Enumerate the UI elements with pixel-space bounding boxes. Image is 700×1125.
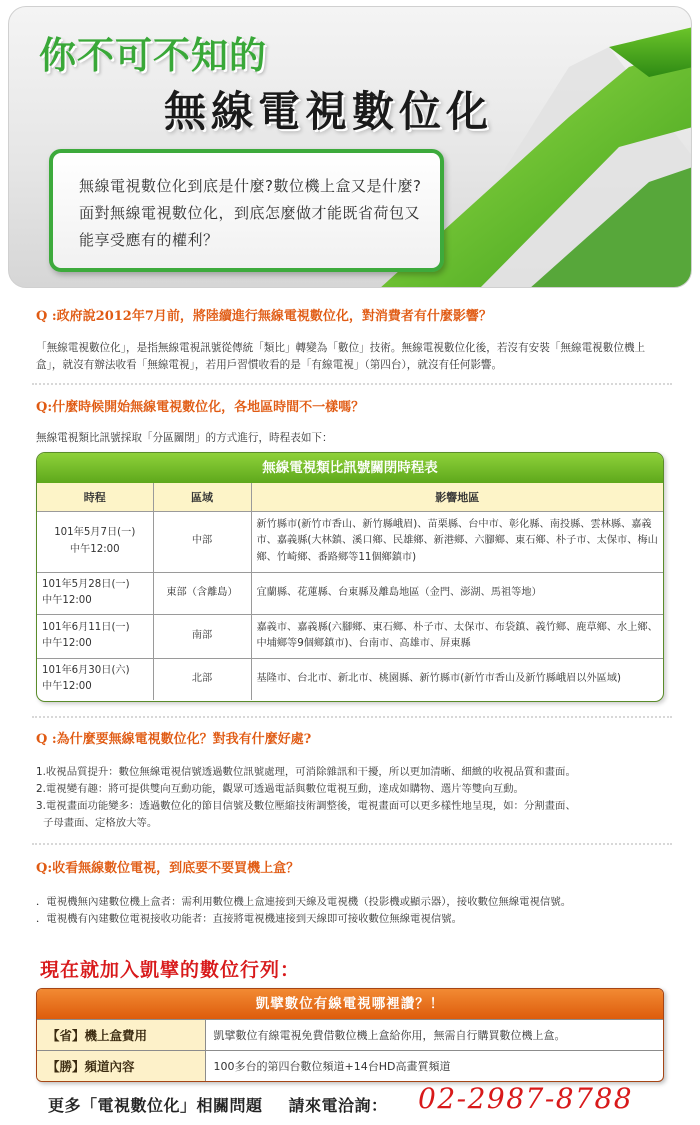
list-item: ．電視機無內建數位機上盒者：需利用數位機上盒連接到天線及電視機（投影機或顯示器），接收數位無線電視信號。 — [36, 896, 572, 908]
column-header-region: 區域 — [153, 483, 251, 511]
schedule-region: 東部（含離島） — [153, 572, 251, 614]
list-item: ．電視機有內建數位電視接收功能者：直接將電視機連接到天線即可接收數位無線電視信號。 — [36, 913, 463, 925]
answer-1: 「無線電視數位化」，是指無線電視訊號從傳統「類比」轉變為「數位」技術。無線電視數位化後，若沒有安裝「無線電視數位機上盒」，就沒有辦法收看「無線電視」，若用戶習慣收看的是「有線電視」（第四台），就沒有任何影響。 — [36, 342, 646, 371]
phone-number-link[interactable]: 02-2987-8788 — [418, 1082, 634, 1115]
schedule-region: 南部 — [153, 614, 251, 658]
column-header-date: 時程 — [37, 483, 153, 511]
schedule-areas: 新竹縣市(新竹市香山、新竹縣峨眉)、苗栗縣、台中市、彰化縣、南投縣、雲林縣、嘉義市、嘉義縣(大林鎮、溪口鄉、民雄鄉、新港鄉、六腳鄉、東石鄉、朴子市、太保市、梅山鄉、竹崎鄉、番路鄉等11個鄉鎮市) — [251, 511, 663, 572]
list-item: 子母畫面、定格放大等。 — [43, 817, 158, 829]
schedule-time: 中午12:00 — [42, 681, 92, 693]
column-header-areas: 影響地區 — [251, 483, 663, 511]
promo-label: 【勝】頻道內容 — [37, 1051, 205, 1082]
question-1: Q :政府說2012年7月前，將陸續進行無線電視數位化，對消費者有什麼影響？ — [36, 309, 492, 324]
promo-box-title: 凱擘數位有線電視哪裡讚？！ — [37, 989, 663, 1019]
schedule-table-title: 無線電視類比訊號關閉時程表 — [37, 453, 663, 483]
schedule-table — [36, 452, 664, 702]
list-item: 1.收視品質提升：數位無線電視信號透過數位訊號處理，可消除雜訊和干擾，所以更加清晰、細緻的收視品質和畫面。 — [36, 766, 576, 778]
schedule-time: 中午12:00 — [42, 595, 92, 606]
schedule-areas: 宜蘭縣、花蓮縣、台東縣及離島地區（金門、澎湖、馬祖等地） — [251, 572, 663, 614]
schedule-date: 101年5月28日(一) — [42, 578, 130, 590]
promo-label: 【省】機上盒費用 — [37, 1020, 205, 1051]
footer-contact — [48, 1093, 388, 1116]
promo-title: 現在就加入凱擘的數位行列： — [40, 959, 301, 981]
promo-box — [36, 988, 664, 1082]
banner-title-large: 無線電視數位化 — [164, 87, 494, 136]
list-item: 2.電視變有趣：將可提供雙向互動功能，觀眾可透過電話與數位電視互動，達成如購物、選片等雙向互動。 — [36, 783, 524, 795]
table-header-row — [37, 483, 663, 511]
schedule-date: 101年6月30日(六) — [42, 664, 130, 676]
table-row — [37, 572, 663, 614]
table-row — [37, 614, 663, 658]
schedule-time: 中午12:00 — [42, 638, 92, 649]
schedule-areas: 基隆市、台北市、新北市、桃園縣、新竹縣市(新竹市香山及新竹縣峨眉以外區域) — [251, 658, 663, 700]
schedule-intro: 無線電視類比訊號採取「分區關閉」的方式進行，時程表如下： — [36, 432, 333, 444]
footer-text: 更多「電視數位化」相關問題 — [48, 1096, 263, 1115]
schedule-region: 中部 — [153, 511, 251, 572]
section-divider — [32, 383, 672, 385]
table-row — [37, 658, 663, 700]
banner-title-small: 你不可不知的 — [39, 34, 267, 77]
question-3: Q :為什麼要無線電視數位化？對我有什麼好處? — [36, 732, 312, 747]
question-4: Q:收看無線數位電視，到底要不要買機上盒？ — [36, 861, 300, 876]
promo-text: 100多台的第四台數位頻道+14台HD高畫質頻道 — [205, 1051, 663, 1082]
schedule-date-cell — [37, 572, 153, 614]
section-divider — [32, 843, 672, 845]
schedule-areas: 嘉義市、嘉義縣(六腳鄉、東石鄉、朴子市、太保市、布袋鎮、義竹鄉、鹿草鄉、水上鄉、中埔鄉等9個鄉鎮市)、台南市、高雄市、屏東縣 — [251, 614, 663, 658]
footer-call-label: 請來電洽詢： — [288, 1096, 388, 1115]
list-item: 3.電視畫面功能變多：透過數位化的節目信號及數位壓縮技術調整後，電視畫面可以更多樣性地呈現，如：分割畫面、 — [36, 800, 576, 812]
banner-intro-box: 無線電視數位化到底是什麼?數位機上盒又是什麼?面對無線電視數位化，到底怎麼做才能既省荷包又能享受應有的權利？ — [49, 149, 444, 272]
schedule-date-cell — [37, 658, 153, 700]
hero-banner — [8, 6, 692, 288]
schedule-date: 101年5月7日(一) — [54, 527, 136, 538]
schedule-table-grid — [37, 483, 663, 700]
schedule-date-cell — [37, 511, 153, 572]
table-row — [37, 511, 663, 572]
schedule-region: 北部 — [153, 658, 251, 700]
promo-table — [37, 1019, 663, 1082]
question-2: Q:什麼時候開始無線電視數位化，各地區時間不一樣嗎？ — [36, 400, 365, 415]
table-row — [37, 1051, 663, 1082]
schedule-date: 101年6月11日(一) — [42, 621, 130, 633]
schedule-time: 中午12:00 — [69, 543, 120, 555]
promo-text: 凱擘數位有線電視免費借數位機上盒給你用，無需自行購買數位機上盒。 — [205, 1020, 663, 1051]
schedule-date-cell — [37, 614, 153, 658]
section-divider — [32, 716, 672, 718]
table-row — [37, 1020, 663, 1051]
